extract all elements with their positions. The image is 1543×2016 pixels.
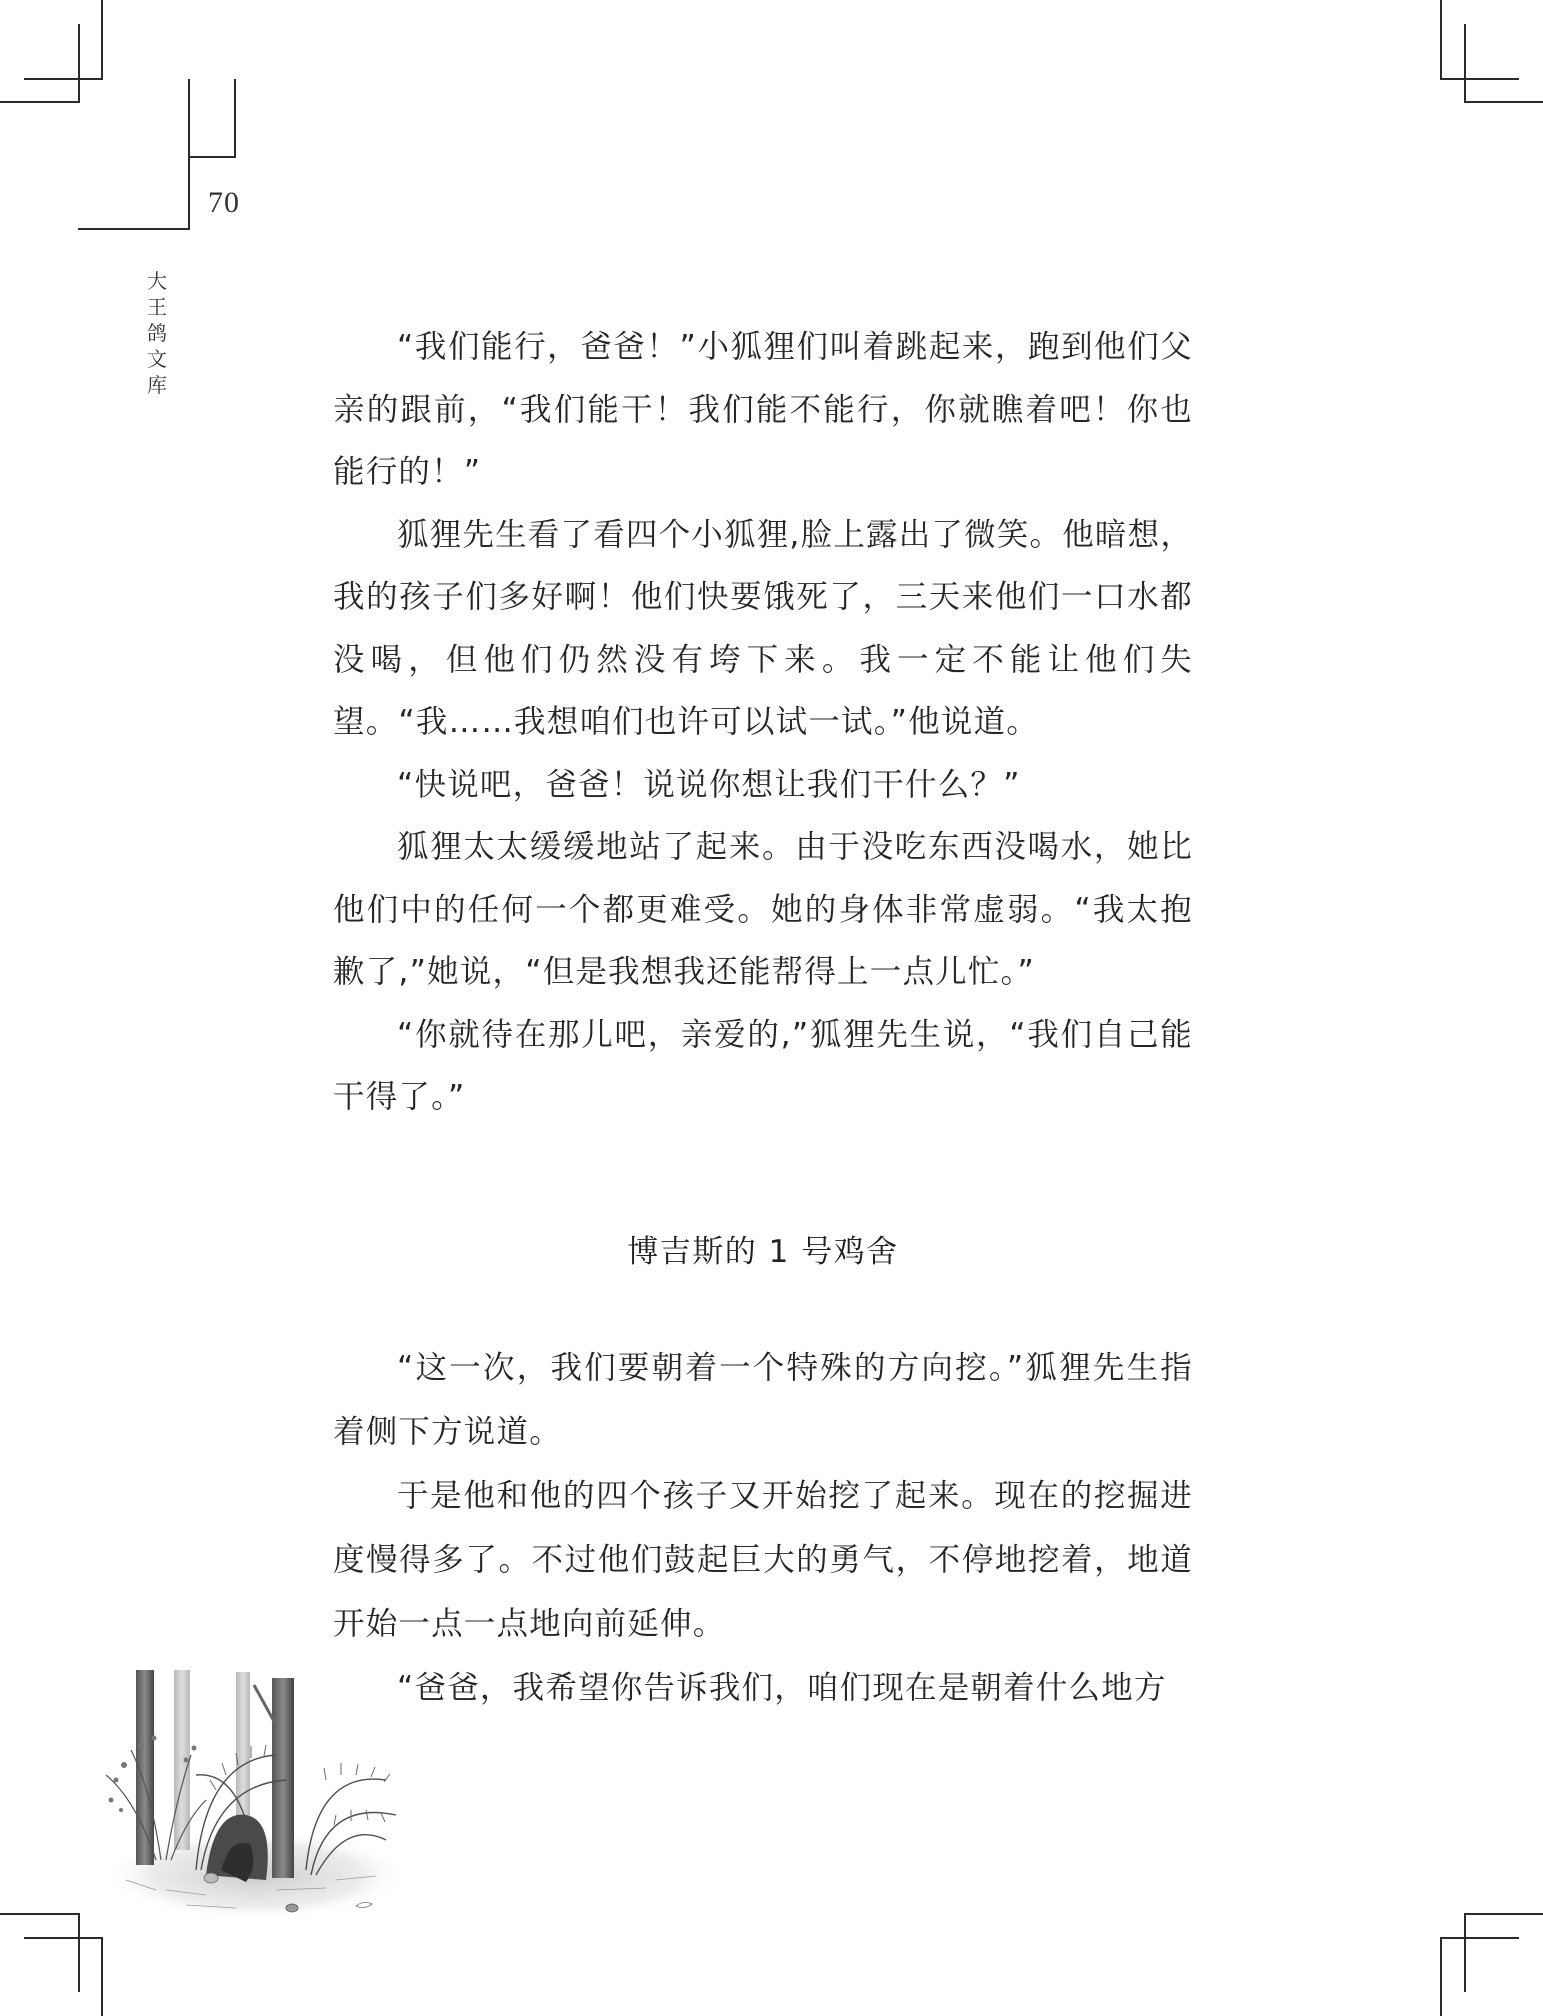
series-name: 大王鸽文库 xyxy=(147,269,167,397)
paragraph: 狐狸太太缓缓地站了起来。由于没吃东西没喝水，她比他们中的任何一个都更难受。她的身体非常虚弱。“我太抱歉了,”她说，“但是我想我还能帮得上一点儿忙。” xyxy=(333,829,1193,990)
paragraph: 狐狸先生看了看四个小狐狸,脸上露出了微笑。他暗想，我的孩子们多好啊！他们快要饿死了，三天来他们一口水都没喝，但他们仍然没有垮下来。我一定不能让他们失望。“我……我想咱们也许可以试一试。”他说道。 xyxy=(333,516,1194,740)
body-section-1 xyxy=(333,316,1193,1129)
crop-mark xyxy=(1464,101,1543,103)
paragraph: “我们能行，爸爸！”小狐狸们叫着跳起来，跑到他们父亲的跟前，“我们能干！我们能不能行，你就瞧着吧！你也能行的！” xyxy=(333,329,1193,490)
crop-mark xyxy=(101,1937,103,2016)
crop-mark xyxy=(24,78,103,80)
crop-mark xyxy=(1464,1913,1466,1992)
page-frame-line xyxy=(78,228,190,230)
crop-mark xyxy=(1440,78,1519,80)
crop-mark xyxy=(0,1913,80,1915)
crop-mark xyxy=(24,1937,103,1939)
crop-mark xyxy=(1440,0,1442,79)
crop-mark xyxy=(101,0,103,79)
fox-den-illustration xyxy=(96,1650,416,1925)
body-section-2 xyxy=(333,1336,1193,1720)
crop-mark xyxy=(0,101,80,103)
paragraph: 于是他和他的四个孩子又开始挖了起来。现在的挖掘进度慢得多了。不过他们鼓起巨大的勇气，不停地挖着，地道开始一点一点地向前延伸。 xyxy=(333,1478,1193,1642)
crop-mark xyxy=(1464,1913,1543,1915)
page-frame-line xyxy=(188,79,190,230)
crop-mark xyxy=(1440,1937,1442,2016)
crop-mark xyxy=(78,24,80,103)
paragraph: “这一次，我们要朝着一个特殊的方向挖。”狐狸先生指着侧下方说道。 xyxy=(333,1350,1193,1450)
crop-mark xyxy=(1440,1937,1519,1939)
page-frame-line xyxy=(188,156,236,158)
paragraph: “你就待在那儿吧，亲爱的,”狐狸先生说，“我们自己能干得了。” xyxy=(333,1016,1193,1115)
paragraph: “快说吧，爸爸！说说你想让我们干什么？” xyxy=(397,766,1021,803)
chapter-title: 博吉斯的 1 号鸡舍 xyxy=(627,1234,899,1270)
crop-mark xyxy=(78,1913,80,1992)
page-number: 70 xyxy=(208,186,240,219)
page-frame-line xyxy=(234,79,236,158)
crop-mark xyxy=(1464,24,1466,103)
paragraph: “爸爸，我希望你告诉我们，咱们现在是朝着什么地方 xyxy=(397,1670,1167,1706)
